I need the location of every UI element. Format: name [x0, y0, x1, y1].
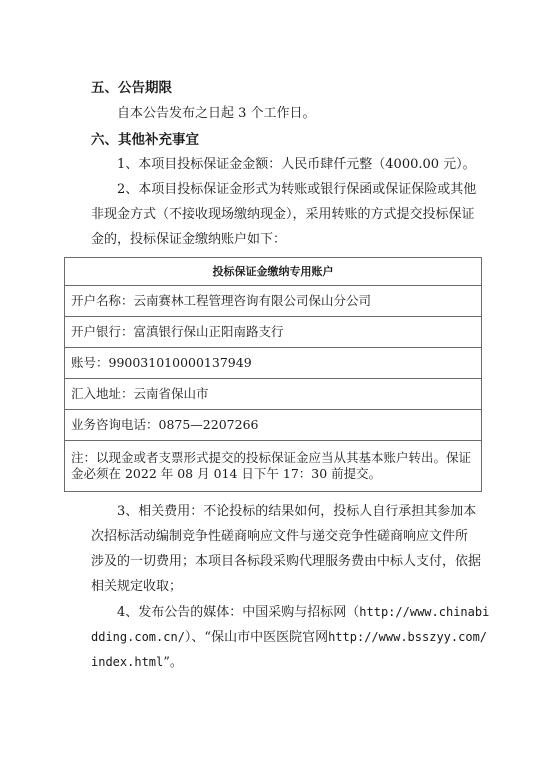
item-4-closing: ”。: [163, 655, 183, 670]
item-4-media-label: 4、发布公告的媒体：中国采购与招标网（: [117, 605, 360, 620]
item-2-line-3: 金的，投标保证金缴纳账户如下：: [91, 232, 287, 247]
hospital-link-part-1[interactable]: http://www.bsszyy.com/: [328, 630, 488, 644]
hospital-link-part-2[interactable]: index.html: [91, 655, 164, 669]
table-row-account-name: 开户名称：云南赛林工程管理咨询有限公司保山分公司: [65, 286, 482, 317]
hospital-site-label: ）、“保山市中医医院官网: [184, 630, 329, 645]
item-3-line-4: 相关规定收取；: [91, 579, 183, 594]
section-5-heading: 五、公告期限: [91, 80, 172, 96]
table-row-bank: 开户银行：富滇银行保山正阳南路支行: [65, 317, 482, 348]
table-row-account-number: 账号：990031010000137949: [65, 348, 482, 379]
table-row-phone: 业务咨询电话：0875—2207266: [65, 410, 482, 441]
item-3-line-3: 涉及的一切费用；本项目各标段采购代理服务费由中标人支付，依据: [91, 554, 482, 569]
table-header: 投标保证金缴纳专用账户: [65, 258, 482, 286]
item-2-line-1: 2、本项目投标保证金形式为转账或银行保函或保证保险或其他: [117, 182, 477, 197]
item-3-line-1: 3、相关费用：不论投标的结果如何，投标人自行承担其参加本: [117, 504, 477, 519]
section-6-heading: 六、其他补充事宜: [91, 132, 199, 148]
deposit-account-table: [64, 257, 482, 492]
chinabidding-link-part-1[interactable]: http://www.chinabi: [359, 605, 490, 619]
item-3-line-2: 次招标活动编制竞争性磋商响应文件与递交竞争性磋商响应文件所: [91, 529, 469, 544]
item-4-line-3: [91, 654, 183, 671]
item-2-line-2: 非现金方式（不接收现场缴纳现金），采用转账的方式提交投标保证: [91, 207, 475, 222]
item-4-line-1: [117, 604, 489, 621]
chinabidding-link-part-2[interactable]: dding.com.cn/: [91, 630, 185, 644]
item-4-line-2: [91, 629, 487, 646]
section-5-body: 自本公告发布之日起 3 个工作日。: [117, 106, 316, 121]
table-note: 注：以现金或者支票形式提交的投标保证金应当从其基本账户转出。保证金必须在 2022 年 08 月 014 日下午 17：30 前提交。: [65, 441, 482, 492]
table-row-address: 汇入地址：云南省保山市: [65, 379, 482, 410]
item-1-deposit-amount: 1、本项目投标保证金金额：人民币肆仟元整（4000.00 元）。: [117, 157, 476, 172]
